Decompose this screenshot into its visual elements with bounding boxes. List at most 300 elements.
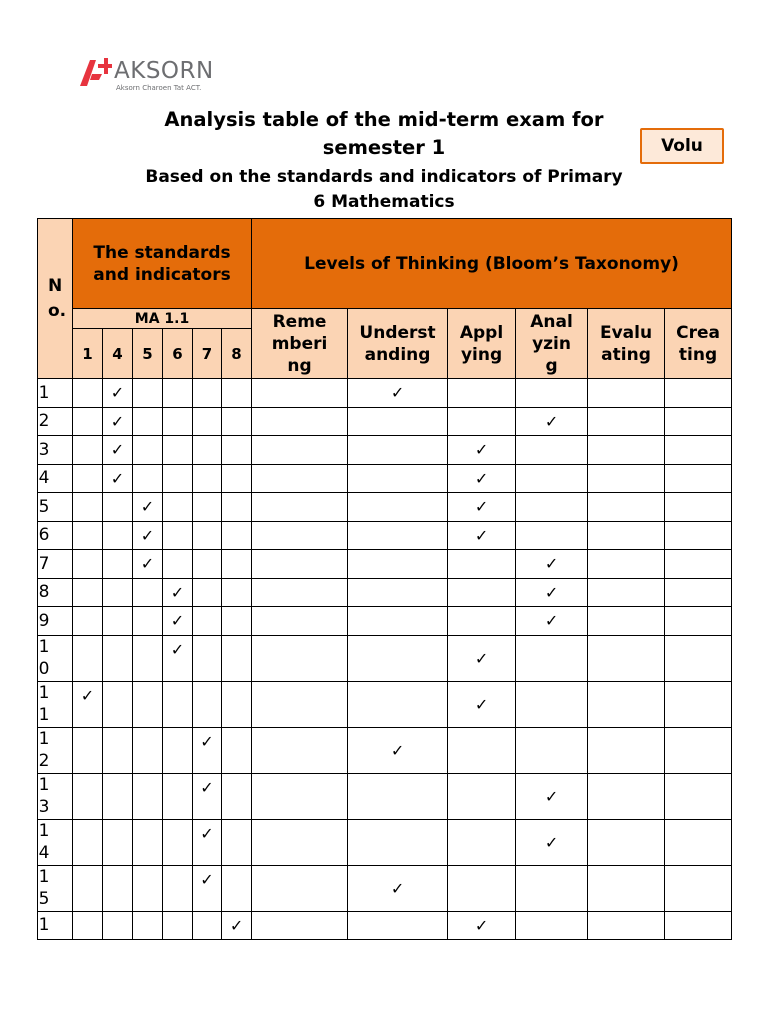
level-cell-understanding xyxy=(348,493,448,522)
level-header-remembering xyxy=(252,309,348,379)
row-number xyxy=(38,727,73,773)
level-cell-remembering xyxy=(252,407,348,436)
indicator-cell-1 xyxy=(73,436,103,465)
row-number xyxy=(38,550,73,579)
row-number-text: 4 xyxy=(38,468,50,489)
check-mark-icon: ✓ xyxy=(170,611,185,631)
level-cell-applying xyxy=(448,819,516,865)
row-number xyxy=(38,773,73,819)
row-number-text: 7 xyxy=(38,553,50,574)
level-cell-applying xyxy=(448,607,516,636)
indicator-cell-5 xyxy=(133,521,163,550)
indicator-cell-7 xyxy=(193,727,222,773)
indicator-cell-7 xyxy=(193,773,222,819)
level-cell-creating xyxy=(665,727,732,773)
indicator-cell-6 xyxy=(163,436,193,465)
row-number-text: 13 xyxy=(38,775,50,817)
level-cell-creating xyxy=(665,773,732,819)
indicator-cell-6 xyxy=(163,773,193,819)
level-cell-applying xyxy=(448,407,516,436)
level-cell-analyzing xyxy=(516,635,588,681)
level-cell-creating xyxy=(665,607,732,636)
indicator-cell-7 xyxy=(193,681,222,727)
indicator-cell-7 xyxy=(193,464,222,493)
aksorn-logo-icon xyxy=(78,54,112,88)
table-row xyxy=(38,681,732,727)
level-cell-remembering xyxy=(252,635,348,681)
level-cell-analyzing xyxy=(516,578,588,607)
level-cell-evaluating xyxy=(588,773,665,819)
level-cell-evaluating xyxy=(588,407,665,436)
level-cell-evaluating xyxy=(588,578,665,607)
indicator-cell-8 xyxy=(222,379,252,408)
level-cell-creating xyxy=(665,635,732,681)
level-cell-applying xyxy=(448,464,516,493)
check-mark-icon: ✓ xyxy=(474,497,489,517)
check-mark-icon: ✓ xyxy=(140,554,155,574)
indicator-cell-6 xyxy=(163,521,193,550)
row-number xyxy=(38,865,73,911)
title-line-2: semester 1 xyxy=(322,136,446,159)
indicator-cell-6 xyxy=(163,681,193,727)
indicator-cell-6 xyxy=(163,911,193,940)
indicator-cell-5 xyxy=(133,819,163,865)
row-number xyxy=(38,407,73,436)
indicator-cell-1 xyxy=(73,635,103,681)
indicator-cell-5 xyxy=(133,464,163,493)
indicator-cell-1 xyxy=(73,607,103,636)
indicator-cell-8 xyxy=(222,819,252,865)
level-cell-understanding xyxy=(348,865,448,911)
indicator-cell-8 xyxy=(222,727,252,773)
page-subtitle xyxy=(85,165,683,215)
level-cell-evaluating xyxy=(588,550,665,579)
row-number-text: 1 xyxy=(38,915,50,936)
logo-tagline: Aksorn Charoen Tat ACT. xyxy=(116,84,202,92)
volume-badge xyxy=(640,128,724,164)
level-cell-applying xyxy=(448,379,516,408)
indicator-cell-7 xyxy=(193,819,222,865)
check-mark-icon: ✓ xyxy=(110,440,125,460)
level-header-understanding xyxy=(348,309,448,379)
indicator-cell-1 xyxy=(73,865,103,911)
indicator-cell-7 xyxy=(193,911,222,940)
indicator-header-4: 4 xyxy=(103,329,133,379)
row-number xyxy=(38,578,73,607)
level-label: Creating xyxy=(676,322,720,365)
indicator-cell-4 xyxy=(103,865,133,911)
level-cell-analyzing xyxy=(516,911,588,940)
level-cell-analyzing xyxy=(516,379,588,408)
level-cell-analyzing xyxy=(516,493,588,522)
level-cell-applying xyxy=(448,436,516,465)
indicator-cell-5 xyxy=(133,607,163,636)
check-mark-icon: ✓ xyxy=(474,468,489,488)
table-row xyxy=(38,578,732,607)
check-mark-icon: ✓ xyxy=(474,694,489,714)
indicator-header-1: 1 xyxy=(73,329,103,379)
indicator-cell-4 xyxy=(103,436,133,465)
level-cell-creating xyxy=(665,436,732,465)
level-cell-remembering xyxy=(252,464,348,493)
level-cell-remembering xyxy=(252,550,348,579)
level-label: Remembering xyxy=(271,311,328,376)
indicator-header-5: 5 xyxy=(133,329,163,379)
level-cell-analyzing xyxy=(516,550,588,579)
level-cell-remembering xyxy=(252,681,348,727)
aksorn-logo xyxy=(78,52,238,96)
check-mark-icon: ✓ xyxy=(544,554,559,574)
level-cell-remembering xyxy=(252,773,348,819)
row-number xyxy=(38,911,73,940)
indicator-cell-5 xyxy=(133,550,163,579)
level-cell-creating xyxy=(665,521,732,550)
level-cell-remembering xyxy=(252,436,348,465)
indicator-cell-4 xyxy=(103,379,133,408)
level-label: Applying xyxy=(459,322,504,365)
indicator-cell-7 xyxy=(193,407,222,436)
check-mark-icon: ✓ xyxy=(544,832,559,852)
row-number-text: 15 xyxy=(38,867,50,909)
level-cell-evaluating xyxy=(588,607,665,636)
level-cell-creating xyxy=(665,578,732,607)
table-row xyxy=(38,550,732,579)
level-cell-evaluating xyxy=(588,493,665,522)
indicator-cell-7 xyxy=(193,436,222,465)
level-cell-evaluating xyxy=(588,681,665,727)
row-number xyxy=(38,635,73,681)
indicator-header-6: 6 xyxy=(163,329,193,379)
row-number xyxy=(38,464,73,493)
indicator-cell-8 xyxy=(222,578,252,607)
check-mark-icon: ✓ xyxy=(390,878,405,898)
table-row xyxy=(38,819,732,865)
level-cell-applying xyxy=(448,493,516,522)
level-cell-evaluating xyxy=(588,635,665,681)
indicator-cell-5 xyxy=(133,379,163,408)
row-number xyxy=(38,521,73,550)
indicator-cell-1 xyxy=(73,550,103,579)
level-cell-applying xyxy=(448,911,516,940)
check-mark-icon: ✓ xyxy=(200,731,214,751)
level-cell-understanding xyxy=(348,607,448,636)
level-cell-remembering xyxy=(252,493,348,522)
indicator-cell-5 xyxy=(133,436,163,465)
level-cell-understanding xyxy=(348,727,448,773)
level-cell-understanding xyxy=(348,379,448,408)
check-mark-icon: ✓ xyxy=(110,468,125,488)
table-row xyxy=(38,635,732,681)
level-cell-remembering xyxy=(252,819,348,865)
indicator-cell-1 xyxy=(73,819,103,865)
row-number-text: 11 xyxy=(38,683,50,725)
check-mark-icon: ✓ xyxy=(544,582,559,602)
check-mark-icon: ✓ xyxy=(544,611,559,631)
indicator-cell-5 xyxy=(133,407,163,436)
check-mark-icon: ✓ xyxy=(170,582,185,602)
indicator-cell-6 xyxy=(163,407,193,436)
row-number-text: 6 xyxy=(38,525,50,546)
indicator-cell-8 xyxy=(222,911,252,940)
level-cell-analyzing xyxy=(516,681,588,727)
level-cell-analyzing xyxy=(516,865,588,911)
indicator-cell-8 xyxy=(222,493,252,522)
indicator-cell-6 xyxy=(163,607,193,636)
level-cell-evaluating xyxy=(588,865,665,911)
level-header-creating xyxy=(665,309,732,379)
indicator-cell-7 xyxy=(193,379,222,408)
level-cell-evaluating xyxy=(588,521,665,550)
table-row xyxy=(38,464,732,493)
level-cell-remembering xyxy=(252,607,348,636)
check-mark-icon: ✓ xyxy=(110,383,125,403)
indicator-cell-4 xyxy=(103,493,133,522)
levels-header: Levels of Thinking (Bloom’s Taxonomy) xyxy=(252,219,732,309)
level-cell-creating xyxy=(665,379,732,408)
check-mark-icon: ✓ xyxy=(200,869,214,889)
table-row xyxy=(38,521,732,550)
indicator-cell-8 xyxy=(222,550,252,579)
row-number xyxy=(38,607,73,636)
table-row xyxy=(38,865,732,911)
check-mark-icon: ✓ xyxy=(390,383,405,403)
subtitle-line-2: 6 Mathematics xyxy=(313,192,455,212)
level-cell-applying xyxy=(448,773,516,819)
indicator-cell-6 xyxy=(163,635,193,681)
indicator-cell-5 xyxy=(133,911,163,940)
logo-name: AKSORN xyxy=(114,58,214,84)
level-cell-analyzing xyxy=(516,436,588,465)
level-cell-creating xyxy=(665,550,732,579)
level-cell-understanding xyxy=(348,521,448,550)
indicator-cell-4 xyxy=(103,550,133,579)
check-mark-icon: ✓ xyxy=(229,915,244,935)
indicator-cell-5 xyxy=(133,773,163,819)
check-mark-icon: ✓ xyxy=(140,497,155,517)
level-header-evaluating xyxy=(588,309,665,379)
level-cell-understanding xyxy=(348,819,448,865)
table-row xyxy=(38,436,732,465)
indicator-cell-8 xyxy=(222,436,252,465)
level-cell-creating xyxy=(665,493,732,522)
row-number-text: 12 xyxy=(38,729,50,771)
indicator-cell-1 xyxy=(73,727,103,773)
level-cell-creating xyxy=(665,819,732,865)
table-row xyxy=(38,407,732,436)
row-number xyxy=(38,379,73,408)
level-cell-applying xyxy=(448,550,516,579)
indicator-cell-4 xyxy=(103,681,133,727)
level-cell-understanding xyxy=(348,635,448,681)
indicator-cell-6 xyxy=(163,819,193,865)
level-cell-evaluating xyxy=(588,464,665,493)
level-cell-analyzing xyxy=(516,727,588,773)
volume-badge-text: Volu xyxy=(661,136,703,156)
ma-header: MA 1.1 xyxy=(73,309,252,329)
level-cell-understanding xyxy=(348,578,448,607)
check-mark-icon: ✓ xyxy=(110,411,125,431)
check-mark-icon: ✓ xyxy=(474,440,489,460)
indicator-cell-4 xyxy=(103,819,133,865)
level-cell-evaluating xyxy=(588,379,665,408)
level-cell-creating xyxy=(665,464,732,493)
table-row xyxy=(38,493,732,522)
indicator-cell-8 xyxy=(222,407,252,436)
indicator-cell-4 xyxy=(103,521,133,550)
indicator-cell-6 xyxy=(163,727,193,773)
level-cell-remembering xyxy=(252,911,348,940)
check-mark-icon: ✓ xyxy=(544,786,559,806)
row-number-text: 1 xyxy=(38,382,50,403)
level-label: Analyzing xyxy=(530,311,573,376)
indicator-cell-7 xyxy=(193,493,222,522)
check-mark-icon: ✓ xyxy=(200,823,214,843)
no-header xyxy=(38,219,73,379)
row-number-text: 9 xyxy=(38,610,50,631)
indicator-cell-1 xyxy=(73,493,103,522)
indicator-cell-7 xyxy=(193,578,222,607)
indicator-cell-1 xyxy=(73,521,103,550)
level-cell-applying xyxy=(448,521,516,550)
level-cell-applying xyxy=(448,635,516,681)
check-mark-icon: ✓ xyxy=(544,411,559,431)
level-cell-analyzing xyxy=(516,464,588,493)
indicator-cell-1 xyxy=(73,911,103,940)
indicator-cell-7 xyxy=(193,550,222,579)
indicator-cell-5 xyxy=(133,578,163,607)
level-cell-applying xyxy=(448,578,516,607)
level-label: Evaluating xyxy=(599,322,653,365)
indicator-cell-7 xyxy=(193,521,222,550)
level-header-analyzing xyxy=(516,309,588,379)
no-header-text: No. xyxy=(48,275,67,321)
check-mark-icon: ✓ xyxy=(390,740,405,760)
indicator-cell-7 xyxy=(193,635,222,681)
level-cell-analyzing xyxy=(516,773,588,819)
level-cell-analyzing xyxy=(516,607,588,636)
check-mark-icon: ✓ xyxy=(474,915,489,935)
analysis-table xyxy=(37,218,732,940)
indicator-cell-4 xyxy=(103,407,133,436)
indicator-cell-7 xyxy=(193,607,222,636)
indicator-cell-1 xyxy=(73,464,103,493)
table-row xyxy=(38,727,732,773)
level-cell-evaluating xyxy=(588,911,665,940)
indicator-cell-1 xyxy=(73,578,103,607)
indicator-cell-4 xyxy=(103,635,133,681)
subtitle-line-1: Based on the standards and indicators of Primary xyxy=(145,167,623,187)
check-mark-icon: ✓ xyxy=(474,648,489,668)
indicator-cell-6 xyxy=(163,550,193,579)
indicator-cell-1 xyxy=(73,681,103,727)
level-label: Understanding xyxy=(359,322,436,365)
indicator-cell-8 xyxy=(222,681,252,727)
row-number-text: 3 xyxy=(38,439,50,460)
level-cell-understanding xyxy=(348,464,448,493)
indicator-cell-4 xyxy=(103,727,133,773)
level-cell-applying xyxy=(448,681,516,727)
row-number-text: 8 xyxy=(38,582,50,603)
level-cell-remembering xyxy=(252,727,348,773)
row-number-text: 5 xyxy=(38,496,50,517)
indicator-cell-1 xyxy=(73,773,103,819)
level-cell-evaluating xyxy=(588,436,665,465)
row-number-text: 2 xyxy=(38,411,50,432)
indicator-cell-8 xyxy=(222,464,252,493)
level-cell-evaluating xyxy=(588,819,665,865)
level-cell-analyzing xyxy=(516,407,588,436)
indicator-cell-4 xyxy=(103,578,133,607)
level-cell-analyzing xyxy=(516,521,588,550)
level-cell-understanding xyxy=(348,911,448,940)
indicator-cell-4 xyxy=(103,773,133,819)
indicator-cell-8 xyxy=(222,865,252,911)
indicator-cell-8 xyxy=(222,607,252,636)
indicator-cell-8 xyxy=(222,773,252,819)
indicator-cell-5 xyxy=(133,635,163,681)
standards-header: The standards and indicators xyxy=(73,219,252,309)
indicator-cell-6 xyxy=(163,464,193,493)
level-cell-understanding xyxy=(348,550,448,579)
level-cell-remembering xyxy=(252,865,348,911)
indicator-cell-5 xyxy=(133,727,163,773)
level-cell-analyzing xyxy=(516,819,588,865)
level-cell-understanding xyxy=(348,681,448,727)
indicator-header-8: 8 xyxy=(222,329,252,379)
indicator-cell-1 xyxy=(73,407,103,436)
level-cell-remembering xyxy=(252,379,348,408)
row-number xyxy=(38,493,73,522)
level-cell-understanding xyxy=(348,407,448,436)
check-mark-icon: ✓ xyxy=(140,525,155,545)
table-row xyxy=(38,773,732,819)
indicator-cell-4 xyxy=(103,464,133,493)
indicator-cell-5 xyxy=(133,493,163,522)
level-cell-creating xyxy=(665,681,732,727)
level-cell-creating xyxy=(665,407,732,436)
level-header-applying xyxy=(448,309,516,379)
indicator-cell-1 xyxy=(73,379,103,408)
level-cell-remembering xyxy=(252,521,348,550)
indicator-cell-8 xyxy=(222,521,252,550)
level-cell-understanding xyxy=(348,436,448,465)
indicator-cell-7 xyxy=(193,865,222,911)
indicator-cell-6 xyxy=(163,578,193,607)
level-cell-applying xyxy=(448,865,516,911)
table-row xyxy=(38,607,732,636)
table-row xyxy=(38,911,732,940)
indicator-cell-5 xyxy=(133,681,163,727)
level-cell-remembering xyxy=(252,578,348,607)
row-number xyxy=(38,681,73,727)
indicator-cell-8 xyxy=(222,635,252,681)
indicator-cell-4 xyxy=(103,911,133,940)
check-mark-icon: ✓ xyxy=(80,685,95,705)
indicator-cell-6 xyxy=(163,865,193,911)
indicator-cell-4 xyxy=(103,607,133,636)
title-line-1: Analysis table of the mid-term exam for xyxy=(164,108,604,131)
level-cell-creating xyxy=(665,865,732,911)
check-mark-icon: ✓ xyxy=(474,525,489,545)
row-number-text: 10 xyxy=(38,637,50,679)
level-cell-evaluating xyxy=(588,727,665,773)
row-number xyxy=(38,819,73,865)
check-mark-icon: ✓ xyxy=(170,639,185,659)
indicator-cell-6 xyxy=(163,493,193,522)
row-number-text: 14 xyxy=(38,821,50,863)
indicator-header-7: 7 xyxy=(193,329,222,379)
level-cell-understanding xyxy=(348,773,448,819)
